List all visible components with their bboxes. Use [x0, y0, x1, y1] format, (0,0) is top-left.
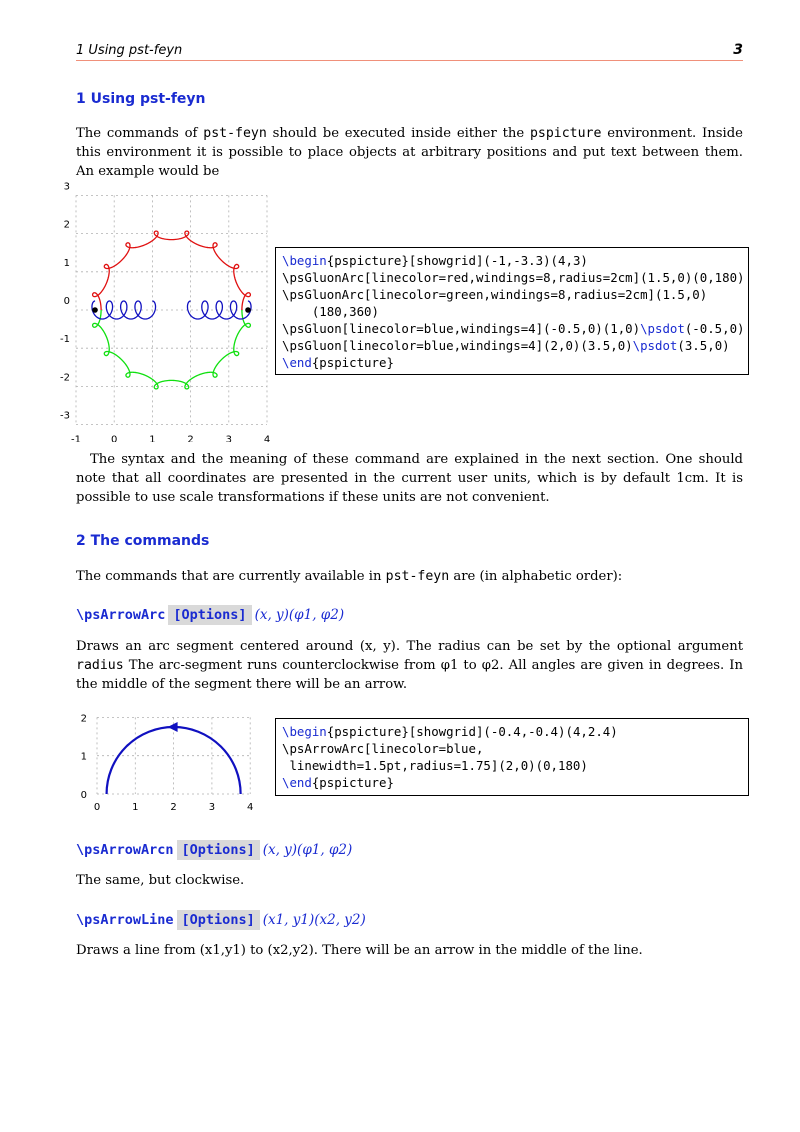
code-text: \psGluon[linecolor=blue,windings=4](2,0)(3.5,0): [282, 338, 633, 353]
text-run: The commands that are currently available in: [76, 569, 386, 584]
environment-name: pspicture: [529, 126, 602, 141]
upper-gluon-arc: [93, 231, 251, 310]
text-run: environment. Inside this environment it is possible to place objects at arbitrary positions and put text between them. An example would be: [76, 126, 743, 179]
y-tick-label: 0: [63, 296, 70, 307]
options-badge: [Options]: [177, 840, 260, 860]
gluon-figure: [58, 180, 282, 442]
code-line: \psGluonArc[linecolor=green,windings=8,radius=2cm](1.5,0): [282, 287, 708, 302]
command-signature-psarrowarcn: [76, 842, 352, 858]
y-tick-label: 1: [63, 257, 70, 269]
psarrowarc-description: [76, 637, 743, 694]
package-name: pst-feyn: [203, 126, 267, 141]
y-tick-label: 2: [63, 219, 70, 231]
code-keyword: \psdot: [632, 338, 678, 353]
code-keyword: \psdot: [640, 321, 685, 336]
code-block-1: [275, 247, 749, 375]
section-heading-2: 2 The commands: [76, 533, 210, 549]
code-text: {pspicture}[showgrid](-0.4,-0.4)(4,2.4): [326, 724, 618, 739]
command-name: \psArrowArcn: [76, 842, 174, 858]
code-keyword: \begin: [282, 724, 327, 739]
code-keyword: \begin: [282, 253, 327, 268]
psarrowline-description: Draws a line from (x1,y1) to (x2,y2). There will be an arrow in the middle of the line.: [76, 943, 643, 958]
right-vertex-dot: [245, 307, 251, 313]
x-tick-label: 4: [263, 434, 271, 442]
command-args: (x, y)(φ1, φ2): [254, 607, 345, 623]
x-tick-label: 0: [93, 802, 101, 813]
code-block-2: [275, 718, 749, 796]
code-text: {pspicture}: [311, 355, 394, 370]
figure1-grid: [76, 195, 267, 424]
section1-explanation: The syntax and the meaning of these command are explained in the next section. One should note that all coordinates are presented in the current user units, which is by default 1cm. It is possible to use scale transformations if these units are not convenient.: [76, 452, 743, 505]
x-tick-label: 4: [247, 802, 254, 813]
code-text: (-0.5,0): [684, 321, 745, 336]
left-vertex-dot: [92, 307, 98, 313]
y-tick-label: 0: [80, 790, 87, 801]
command-args: (x, y)(φ1, φ2): [262, 842, 353, 858]
code-text: {pspicture}: [311, 775, 394, 790]
code-text: {pspicture}[showgrid](-1,-3.3)(4,3): [326, 253, 588, 268]
figure1-tick-labels: [60, 181, 270, 442]
code-line: (180,360): [282, 304, 379, 319]
x-tick-label: -1: [71, 434, 81, 442]
y-tick-label: 2: [80, 713, 87, 725]
y-tick-label: -3: [60, 410, 70, 422]
section-heading-1: 1 Using pst-feyn: [76, 91, 206, 107]
x-tick-label: 3: [225, 434, 232, 442]
text-run: Draws an arc segment centered around (x, y). The radius can be set by the optional argument: [76, 639, 743, 654]
text-run: The commands of: [76, 126, 204, 141]
command-signature-psarrowline: [76, 912, 366, 928]
code-keyword: \end: [282, 355, 312, 370]
text-run: are (in alphabetic order):: [449, 569, 623, 584]
x-tick-label: 2: [187, 434, 194, 442]
arrow-arc-figure: [70, 706, 260, 818]
y-tick-label: -2: [60, 372, 70, 384]
command-signature-psarrowarc: [76, 607, 344, 623]
code-line: \psGluonArc[linecolor=red,windings=8,radius=2cm](1.5,0)(0,180): [282, 270, 745, 285]
x-tick-label: 0: [111, 434, 118, 442]
page-number: 3: [733, 42, 743, 58]
header-rule: [76, 60, 743, 61]
options-badge: [Options]: [177, 910, 260, 930]
text-run: should be executed inside either the: [266, 126, 530, 141]
code-line: \psArrowArc[linecolor=blue,: [282, 741, 484, 756]
code-text: \psGluon[linecolor=blue,windings=4](-0.5,0)(1,0): [282, 321, 641, 336]
y-tick-label: -1: [60, 334, 70, 346]
package-name: pst-feyn: [385, 569, 450, 584]
y-tick-label: 1: [80, 751, 87, 763]
text-run: The arc-segment runs counterclockwise from φ1 to φ2. All angles are given in degrees. In the middle of the segment there will be an arrow.: [76, 658, 743, 692]
command-name: \psArrowLine: [76, 912, 174, 928]
section1-intro: [76, 124, 743, 181]
code-line: linewidth=1.5pt,radius=1.75](2,0)(0,180): [282, 758, 588, 773]
command-name: \psArrowArc: [76, 607, 166, 623]
code-keyword: \end: [282, 775, 312, 790]
psarrowarcn-description: The same, but clockwise.: [76, 873, 245, 888]
command-args: (x1, y1)(x2, y2): [262, 912, 366, 928]
code-text: (3.5,0): [677, 338, 730, 353]
running-header-section: 1 Using pst-feyn: [76, 43, 183, 58]
x-tick-label: 3: [208, 802, 216, 813]
options-badge: [Options]: [168, 605, 251, 625]
x-tick-label: 1: [132, 802, 139, 813]
arc-arrowhead: [168, 722, 178, 732]
x-tick-label: 1: [149, 434, 156, 442]
x-tick-label: 2: [170, 802, 177, 813]
section2-intro: [76, 567, 743, 586]
lower-gluon-arc: [93, 310, 251, 389]
argument-name: radius: [76, 658, 124, 673]
y-tick-label: 3: [63, 181, 70, 193]
